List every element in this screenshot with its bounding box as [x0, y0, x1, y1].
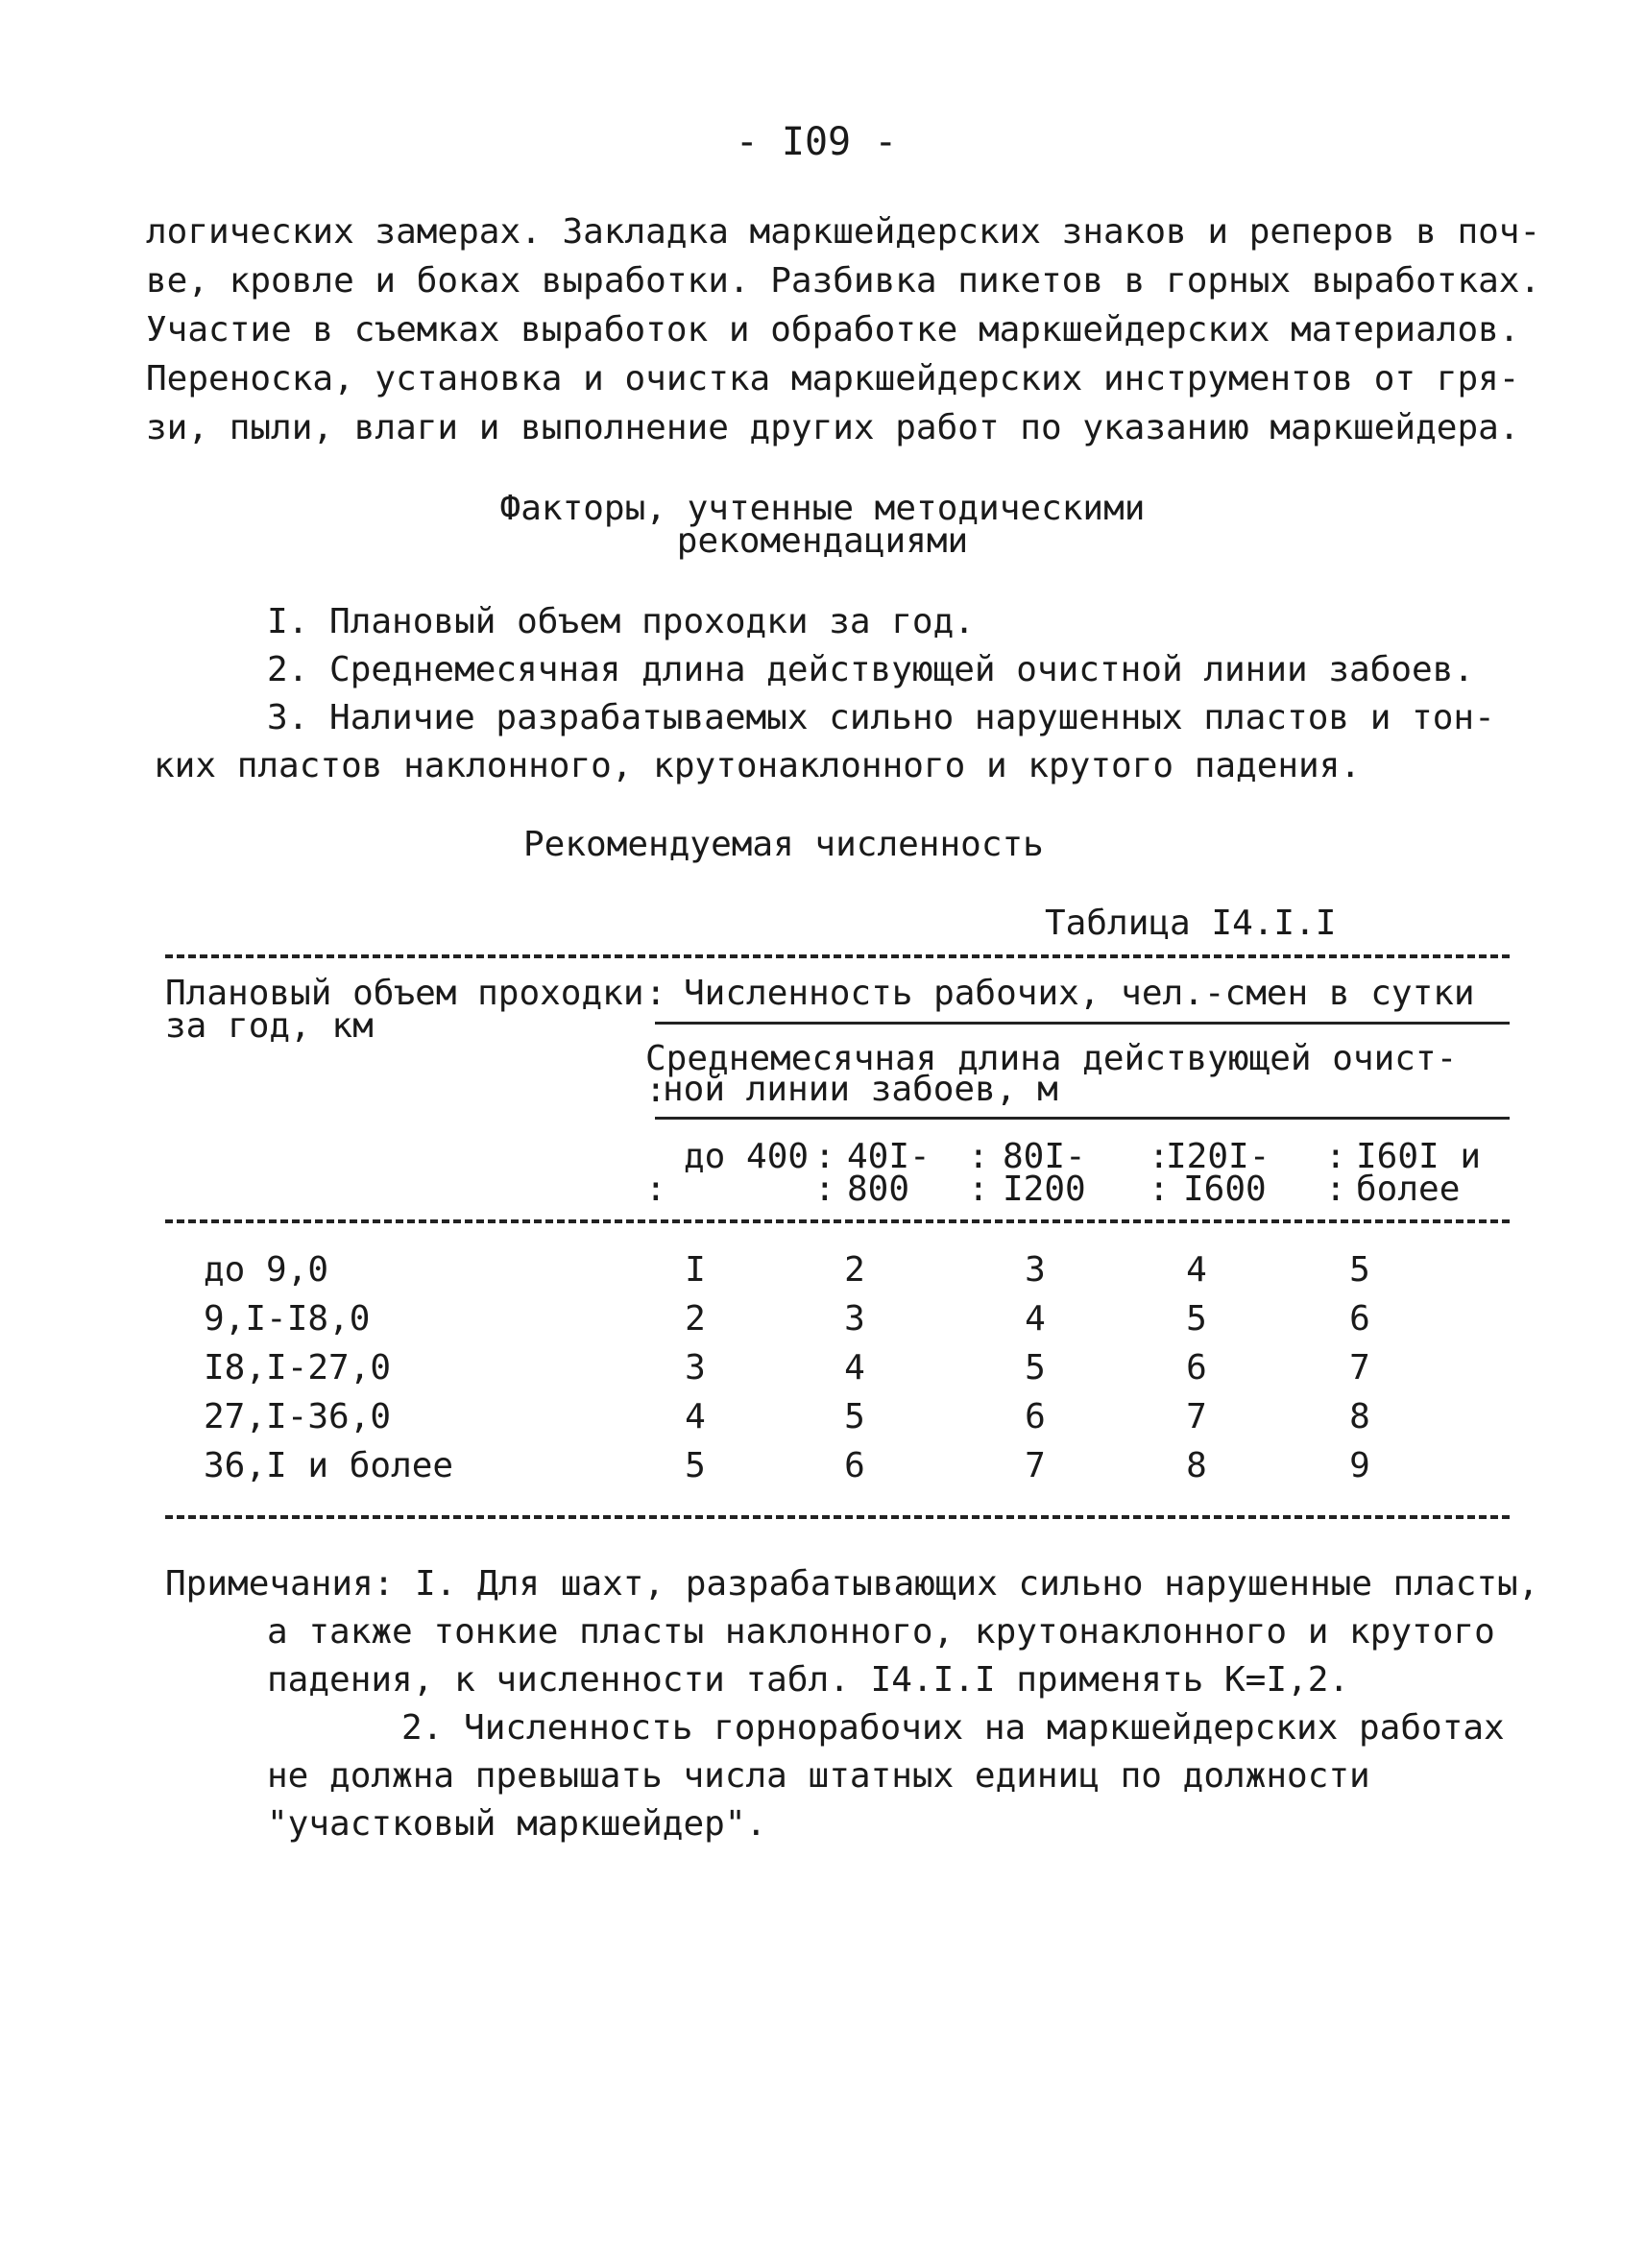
row-label: 27,I-36,0 — [204, 1397, 392, 1436]
header-separator: : — [1325, 1137, 1346, 1176]
table-cell: 3 — [685, 1348, 706, 1387]
header-separator: : — [968, 1170, 989, 1209]
row-label: 9,I-I8,0 — [204, 1299, 371, 1339]
table-cell: 3 — [844, 1299, 865, 1339]
table-cell: 2 — [844, 1250, 865, 1290]
col-header-mid-line: Среднемесячная длина действующей очист- — [645, 1039, 1458, 1078]
header-separator: : — [814, 1137, 835, 1176]
table-cell: 5 — [1025, 1348, 1046, 1387]
table-top-rule — [165, 954, 1510, 958]
paragraph-line: Переноска, установка и очистка маркшейдерских инструментов от гря- — [146, 359, 1520, 398]
notes-label: Примечания: — [165, 1564, 395, 1604]
table-cell: 8 — [1186, 1446, 1207, 1485]
header-separator: : — [1149, 1137, 1170, 1176]
note-line: а также тонкие пласты наклонного, крутонаклонного и крутого — [267, 1612, 1495, 1652]
factor-item: I. Плановый объем проходки за год. — [267, 602, 975, 641]
table-cell: 4 — [1186, 1250, 1207, 1290]
factor-item-continuation: ких пластов наклонного, крутонаклонного и крутого падения. — [154, 746, 1362, 785]
row-label: 36,I и более — [204, 1446, 454, 1485]
table-cell: 4 — [844, 1348, 865, 1387]
table-cell: 6 — [1349, 1299, 1370, 1339]
note-line: падения, к численности табл. I4.I.I применять К=I,2. — [267, 1660, 1350, 1700]
header-separator: : — [814, 1170, 835, 1209]
row-header-line: Плановый объем проходки — [165, 974, 644, 1013]
col-header-top: Численность рабочих, чел.-смен в сутки — [684, 974, 1475, 1013]
header-separator: : — [968, 1137, 989, 1176]
factor-item: 3. Наличие разрабатываемых сильно нарушенных пластов и тон- — [267, 698, 1495, 737]
header-separator: : — [645, 1170, 666, 1209]
table-cell: 8 — [1349, 1397, 1370, 1436]
col-header-range: 80I- — [1003, 1137, 1086, 1176]
table-header-rule — [165, 1219, 1510, 1223]
factors-heading-line: Факторы, учтенные методическими — [499, 489, 1146, 528]
note-line: 2. Численность горнорабочих на маркшейдерских работах — [401, 1708, 1505, 1748]
col-header-range: I20I- — [1166, 1137, 1270, 1176]
table-label: Таблица I4.I.I — [1045, 904, 1337, 943]
table-cell: 9 — [1349, 1446, 1370, 1485]
paragraph-line: Участие в съемках выработок и обработке маркшейдерских материалов. — [146, 310, 1520, 350]
col-header-range: 40I- — [847, 1137, 931, 1176]
note-line: I. Для шахт, разрабатывающих сильно нарушенные пласты, — [415, 1564, 1539, 1604]
table-cell: 5 — [1349, 1250, 1370, 1290]
table-cell: 4 — [1025, 1299, 1046, 1339]
table-cell: 7 — [1025, 1446, 1046, 1485]
header-rule — [655, 1022, 1510, 1025]
header-separator: : — [645, 1071, 666, 1110]
table-cell: 7 — [1349, 1348, 1370, 1387]
page-number: - I09 - — [735, 120, 898, 164]
table-cell: 6 — [844, 1446, 865, 1485]
row-label: до 9,0 — [204, 1250, 329, 1290]
factor-item: 2. Среднемесячная длина действующей очистной линии забоев. — [267, 650, 1475, 689]
table-cell: 7 — [1186, 1397, 1207, 1436]
table-cell: I — [685, 1250, 706, 1290]
table-cell: 6 — [1025, 1397, 1046, 1436]
col-header-range: 800 — [847, 1170, 910, 1209]
note-line: "участковый маркшейдер". — [267, 1804, 767, 1844]
header-separator: : — [1149, 1170, 1170, 1209]
col-header-mid-line: ной линии забоев, м — [663, 1070, 1058, 1109]
table-cell: 5 — [844, 1397, 865, 1436]
header-rule — [655, 1117, 1510, 1120]
col-header-range: I60I и — [1356, 1137, 1482, 1176]
col-header-range: более — [1356, 1170, 1461, 1209]
row-label: I8,I-27,0 — [204, 1348, 392, 1387]
table-cell: 5 — [1186, 1299, 1207, 1339]
paragraph-line: зи, пыли, влаги и выполнение других работ по указанию маркшейдера. — [146, 408, 1520, 447]
note-line: не должна превышать числа штатных единиц по должности — [267, 1756, 1370, 1796]
col-header-range: I600 — [1183, 1170, 1267, 1209]
header-separator: : — [645, 974, 666, 1013]
table-cell: 2 — [685, 1299, 706, 1339]
paragraph-line: ве, кровле и боках выработки. Разбивка пикетов в горных выработках. — [146, 261, 1541, 301]
table-cell: 4 — [685, 1397, 706, 1436]
row-header-line: за год, км — [165, 1006, 374, 1046]
factors-heading-line: рекомендациями — [676, 521, 969, 561]
paragraph-line: логических замерах. Закладка маркшейдерских знаков и реперов в поч- — [146, 212, 1541, 252]
table-cell: 6 — [1186, 1348, 1207, 1387]
table-cell: 5 — [685, 1446, 706, 1485]
col-header-range: до 400 — [684, 1137, 810, 1176]
col-header-range: I200 — [1003, 1170, 1086, 1209]
header-separator: : — [1325, 1170, 1346, 1209]
table-bottom-rule — [165, 1515, 1510, 1519]
table-cell: 3 — [1025, 1250, 1046, 1290]
table-heading: Рекомендуемая численность — [523, 825, 1044, 864]
